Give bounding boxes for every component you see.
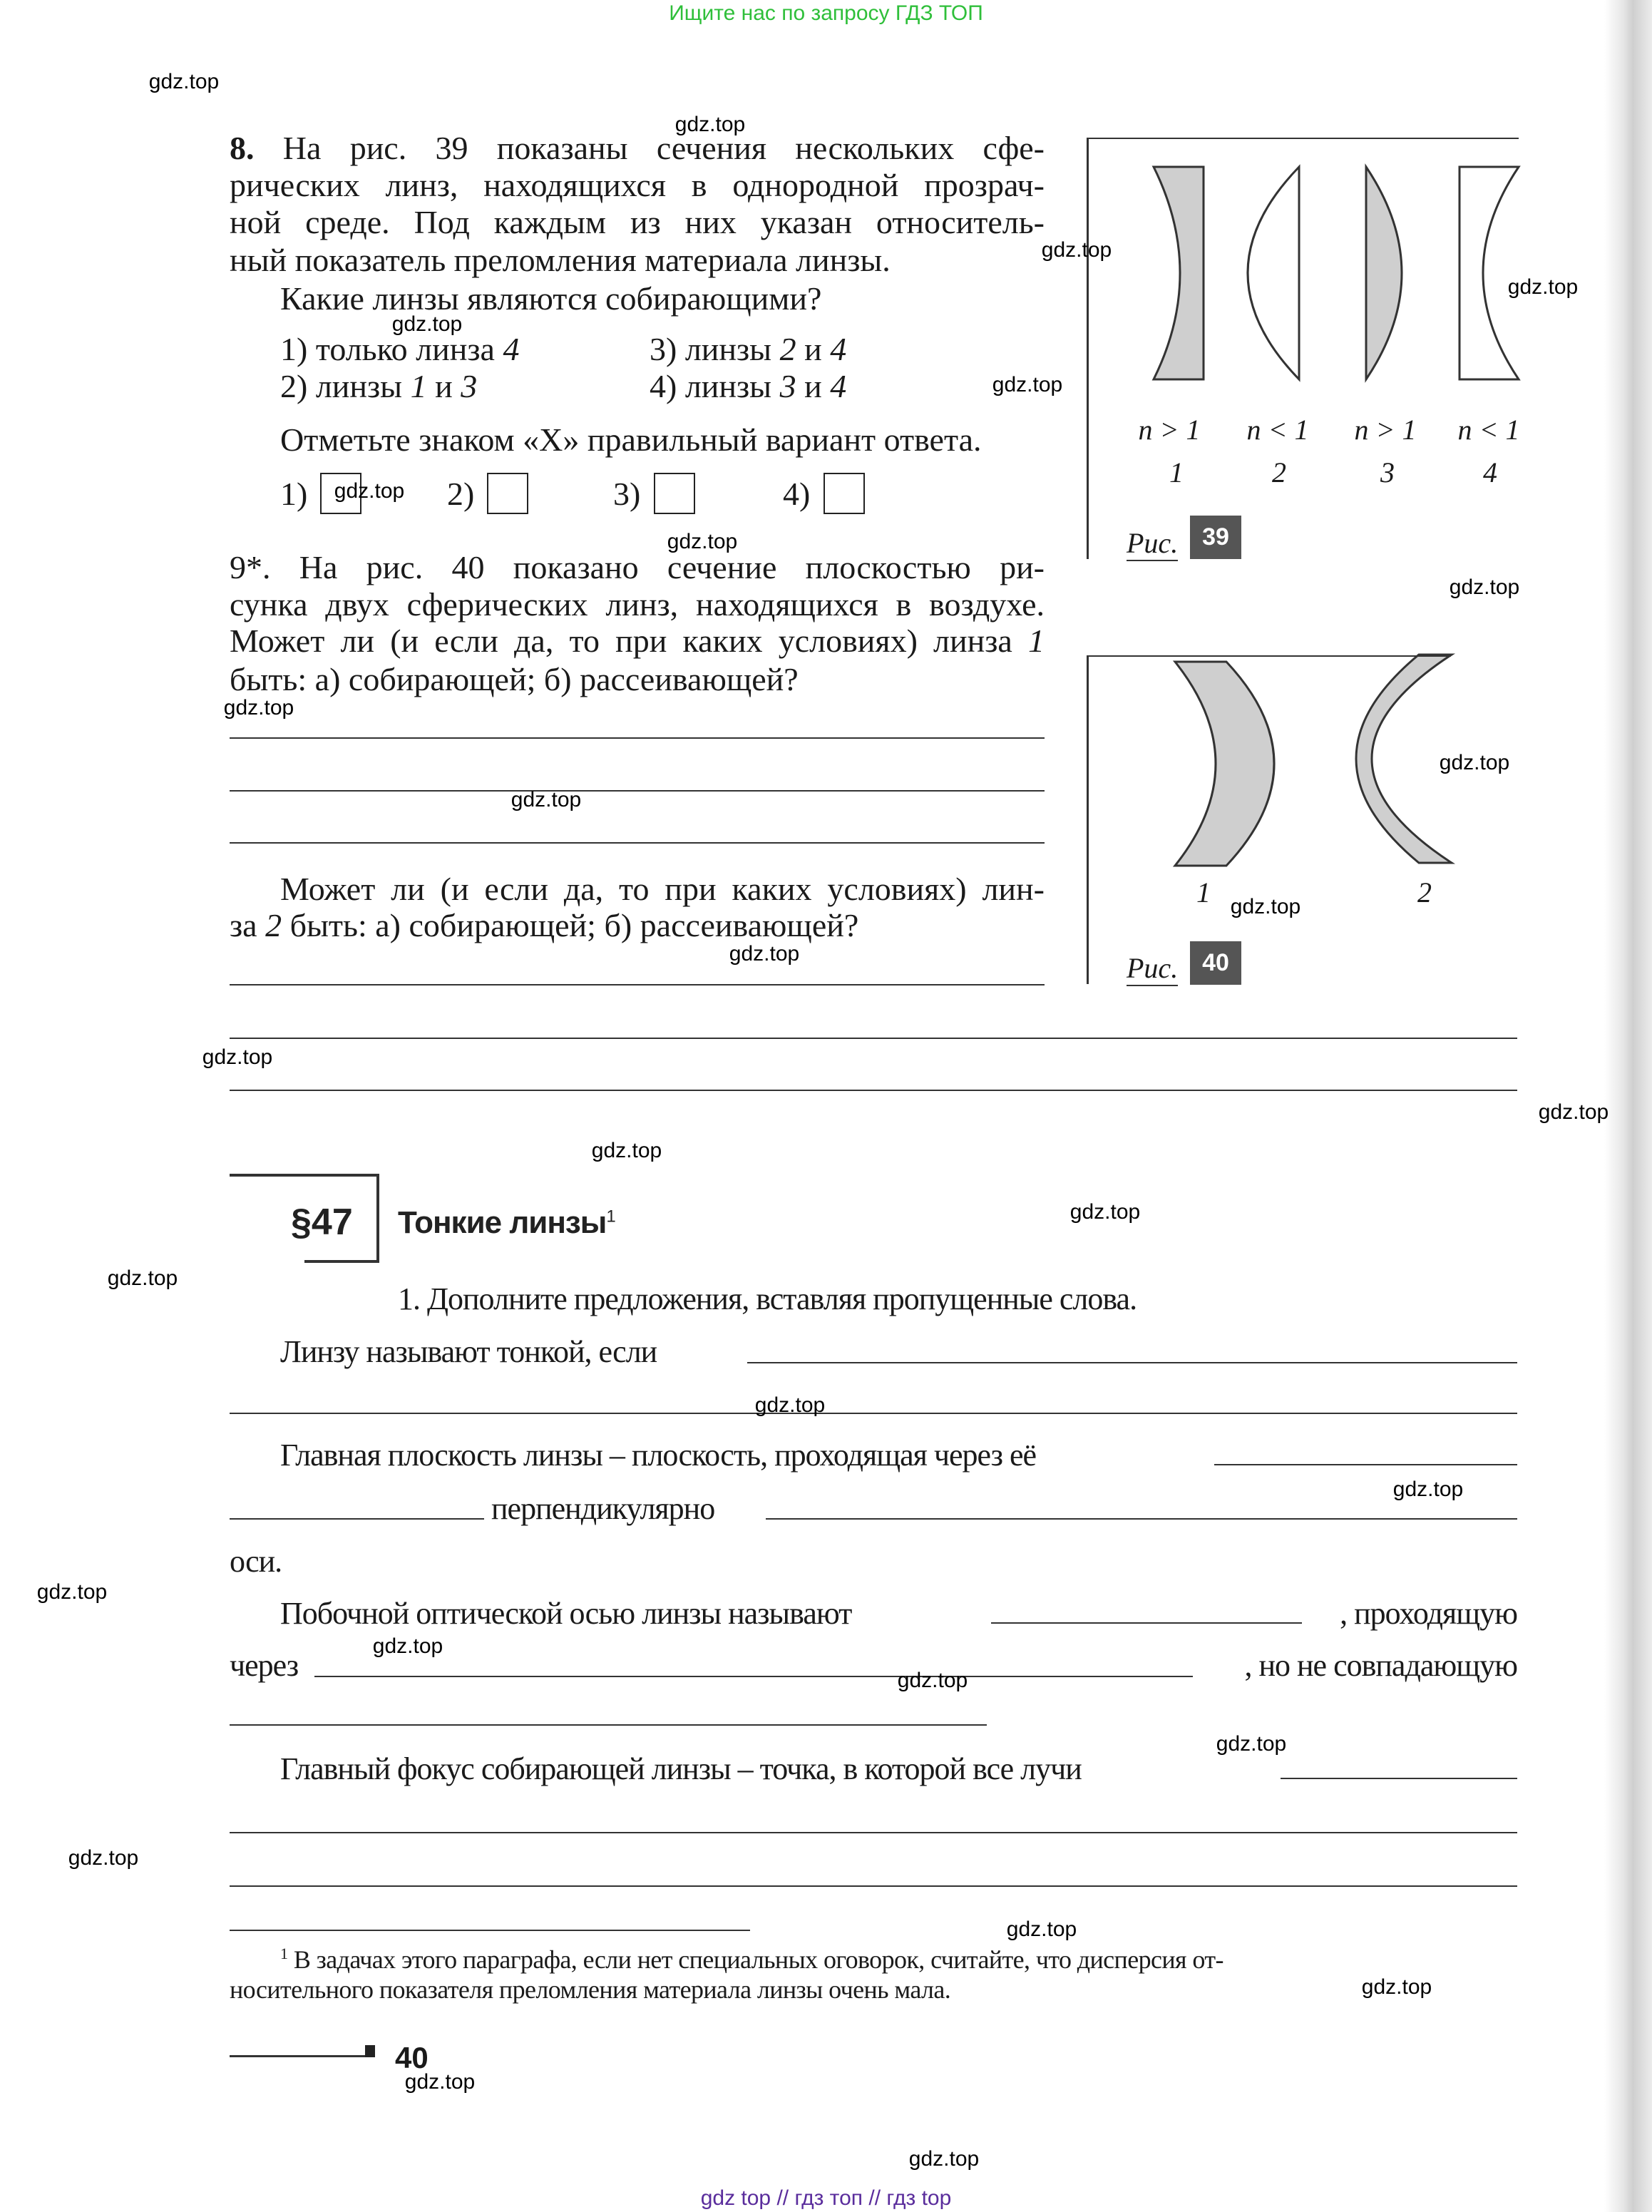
answer-label-2: 2) [447,476,475,512]
fill-in-line[interactable] [1281,1778,1517,1779]
q2-text: за [230,907,266,943]
section-frame-top [230,1174,378,1177]
fill-in-line[interactable] [230,1724,987,1726]
watermark: gdz.top [1538,1100,1609,1124]
answer-line[interactable] [230,1090,1517,1091]
watermark: gdz.top [667,530,738,553]
task8-question: Какие линзы являются собирающими? [280,280,822,317]
fig39-label-2: n < 1 [1246,414,1309,446]
fill-in-line[interactable] [314,1676,1193,1677]
footer-link-gdz-top-mixed[interactable]: гдз top [886,2186,952,2210]
fill-in-line[interactable] [230,1930,750,1931]
option-lens: 3 [461,368,478,404]
task9-line-2: сунка двух сферических линз, находящихся в воздухе. [230,586,1045,623]
footer-link-gdz-top[interactable]: gdz top [700,2186,771,2210]
fig40-frame-top [1087,655,1451,657]
watermark: gdz.top [202,1045,273,1069]
fill-in-line[interactable] [230,1832,1517,1833]
watermark: gdz.top [36,1580,108,1604]
watermark: gdz.top [1392,1478,1464,1501]
fig40-lens-2 [1356,655,1452,863]
task8-instruction: Отметьте знаком «Х» правильный вариант ответа. [280,421,982,458]
fill-in-line[interactable] [230,1518,484,1520]
task9-line-1: 9*. На рис. 40 показано сечение плоскостью ри- [230,549,1045,585]
answer-line[interactable] [230,1038,1517,1039]
fig39-number-2: 2 [1272,456,1286,488]
fill-in-line[interactable] [230,1885,1517,1887]
watermark: gdz.top [223,696,294,720]
task1-s2: Главная плоскость линзы – плоскость, проходящая через её [280,1438,1037,1473]
fig39-lens-3 [1366,167,1402,379]
task9-line-3-text: Может ли (и если да, то при каких условиях) линза [230,623,1012,659]
task8-line-3: ной среде. Под каждым из них указан относитель- [230,204,1045,240]
footer-links [0,2186,1652,2211]
fig40-frame-left [1087,655,1089,984]
answer-label-3: 3) [613,476,641,512]
watermark: gdz.top [107,1266,178,1290]
task9-q2-line-1: Может ли (и если да, то при каких условиях) лин- [280,871,1045,907]
fig39-lens-1 [1154,167,1204,379]
fig40-number-2: 2 [1417,876,1432,908]
page-number: 40 [395,2041,429,2074]
section-symbol: §47 [291,1202,353,1243]
task1-s2c: оси. [230,1544,282,1579]
footer-separator: // [776,2186,789,2210]
task8-number: 8. [230,130,255,166]
fig39-lens-4 [1459,167,1519,379]
fig39-lens-2 [1248,167,1299,379]
watermark: gdz.top [897,1669,968,1692]
watermark: gdz.top [511,788,582,811]
task1-s2b: перпендикулярно [491,1491,715,1526]
section-frame-right [376,1174,379,1263]
fig39-number-3: 3 [1380,456,1395,488]
task1-s3: Побочной оптической осью линзы называют [280,1596,852,1631]
footnote-line-2: носительного показателя преломления материала линзы очень мала. [230,1975,951,2004]
watermark: gdz.top [404,2070,476,2094]
fig39-label-3: n > 1 [1354,414,1417,446]
watermark: gdz.top [1439,751,1510,774]
watermark: gdz.top [1449,575,1520,599]
page-number-rule [230,2055,365,2057]
q2-text: быть: а) собирающей; б) рассеивающей? [282,907,859,943]
watermark: gdz.top [1041,238,1112,262]
task9-line-4: быть: а) собирающей; б) рассеивающей? [230,661,799,697]
fig39-number-1: 1 [1169,456,1184,488]
fig40-lens-1 [1175,662,1274,866]
fig40-number-badge: 40 [1190,941,1241,985]
option-text: 1) только линза [280,331,503,367]
task1-s3c: через [230,1648,299,1683]
task1-s1: Линзу называют тонкой, если [280,1334,657,1369]
fig39-caption: Рис. [1127,526,1178,561]
watermark: gdz.top [334,479,405,503]
option-lens: 3 [779,368,796,404]
fig39-number-badge: 39 [1190,516,1241,559]
option-text: и [426,368,461,404]
section-title [398,1205,615,1241]
option-lens: 1 [410,368,427,404]
fig39-label-1: n > 1 [1138,414,1201,446]
task1-s3d: , но не совпадающую [1244,1648,1517,1683]
task9-lens-number: 1 [1028,623,1045,659]
task8-line-4: ный показатель преломления материала линзы. [230,242,891,278]
task1-s4: Главный фокус собирающей линзы – точка, в которой все лучи [280,1751,1082,1786]
fig40-caption: Рис. [1127,951,1178,986]
top-banner[interactable]: Ищите нас по запросу ГДЗ ТОП [669,1,983,25]
fig39-number-4: 4 [1483,456,1497,488]
q2-lens-number: 2 [265,907,282,943]
option-text: и [796,331,831,367]
option-lens: 4 [830,331,847,367]
watermark: gdz.top [1361,1975,1432,1999]
watermark: gdz.top [372,1634,443,1658]
option-text: 3) линзы [650,331,780,367]
watermark: gdz.top [591,1139,662,1162]
watermark: gdz.top [1216,1732,1287,1756]
fig39-lenses [0,0,1652,998]
section-title-text: Тонкие линзы [398,1205,607,1240]
footer-link-gdz-top-ru[interactable]: гдз топ [794,2186,863,2210]
task8-line-1-text: На рис. 39 показаны сечения нескольких сфе- [282,130,1045,166]
fill-in-line[interactable] [991,1622,1302,1624]
section-frame-bottom [304,1260,379,1263]
watermark: gdz.top [68,1846,139,1870]
watermark: gdz.top [908,2147,980,2171]
watermark: gdz.top [391,312,463,336]
watermark: gdz.top [1507,275,1579,299]
watermark: gdz.top [1230,895,1301,918]
answer-label-1: 1) [280,476,308,512]
fig40-number-1: 1 [1196,876,1211,908]
footnote-mark: 1 [280,1945,288,1962]
footer-separator: // [868,2186,881,2210]
fill-in-line[interactable] [766,1518,1517,1520]
task8-line-2: рических линз, находящихся в однородной прозрач- [230,167,1045,203]
fill-in-line[interactable] [230,1413,1517,1414]
option-lens: 4 [830,368,847,404]
footnote-text: В задачах этого параграфа, если нет специальных оговорок, считайте, что дисперсия от- [293,1945,1223,1974]
option-lens: 2 [779,331,796,367]
option-text: и [796,368,831,404]
fill-in-line[interactable] [1214,1464,1517,1465]
option-text: 4) линзы [650,368,780,404]
answer-label-4: 4) [783,476,811,512]
option-text: 2) линзы [280,368,411,404]
watermark: gdz.top [1006,1917,1077,1941]
fill-in-line[interactable] [747,1362,1517,1363]
watermark: gdz.top [148,70,220,93]
footnote-line-1 [280,1945,1223,1975]
watermark: gdz.top [674,113,746,136]
task1-heading: 1. Дополните предложения, вставляя пропущенные слова. [398,1281,1137,1316]
watermark: gdz.top [729,942,800,966]
watermark: gdz.top [754,1393,826,1417]
watermark: gdz.top [992,373,1063,396]
fig39-label-4: n < 1 [1457,414,1520,446]
watermark: gdz.top [1069,1200,1141,1224]
footnote-ref: 1 [606,1207,615,1227]
page-number-marker [365,2045,375,2057]
option-lens: 4 [503,331,520,367]
task1-s3b: , проходящую [1340,1596,1517,1631]
